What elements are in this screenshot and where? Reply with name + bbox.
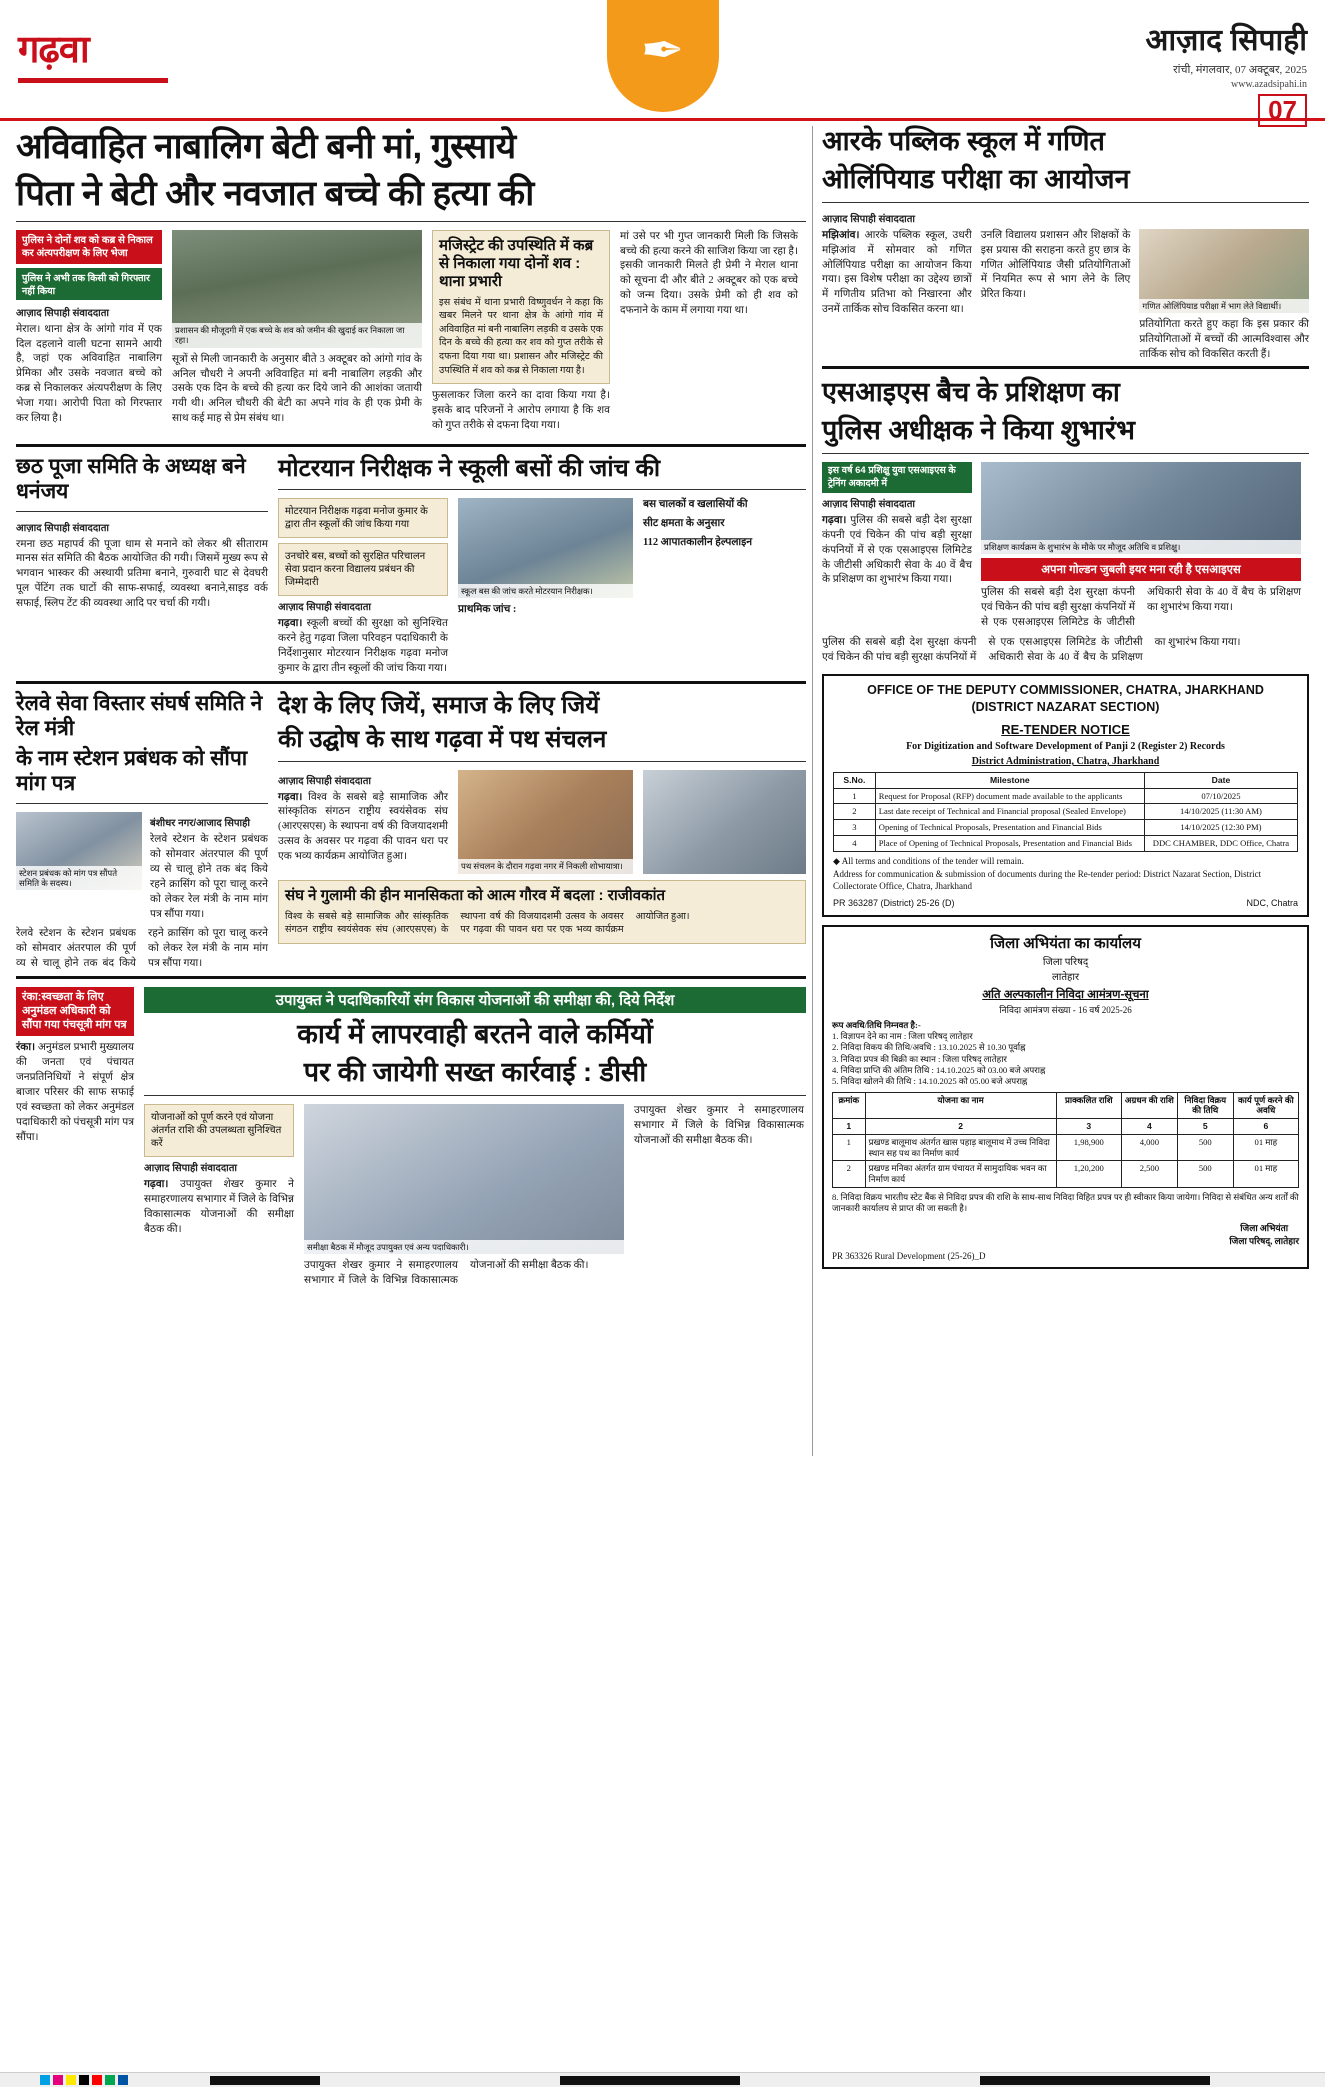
cell: Last date receipt of Technical and Financial proposal (Sealed Envelope)	[875, 804, 1144, 820]
table-row	[834, 804, 1298, 820]
rk-photo	[1139, 229, 1309, 313]
bus-headline: मोटरयान निरीक्षक ने स्कूली बसों की जांच की	[278, 454, 661, 482]
dc-headline-1: कार्य में लापरवाही बरतने वाले कर्मियों	[297, 1019, 653, 1050]
sis-headline-2: पुलिस अधीक्षक ने किया शुभारंभ	[822, 415, 1135, 446]
lead-headline-line1: अविवाहित नाबालिग बेटी बनी मां, गुस्साये	[16, 127, 516, 166]
lead-sidebar-title: मजिस्ट्रेट की उपस्थिति में कब्र से निकाला गया दोनों शव : थाना प्रभारी	[439, 236, 594, 290]
retender-table	[833, 772, 1298, 852]
engineer-col-2: प्राक्कलित राशि	[1056, 1092, 1121, 1118]
railway-byline: बंशीधर नगर/आजाद सिपाही	[150, 817, 251, 829]
cell: 14/10/2025 (12:30 PM)	[1144, 820, 1297, 836]
sis-photo	[981, 462, 1301, 554]
retender-note-2: Address for communication & submission of documents during the Re-tender period: District Nazarat Section, District Collectorate Office, Chatra, Jharkhand	[833, 869, 1262, 891]
retender-footer-right: NDC, Chatra	[1246, 897, 1298, 908]
sis-rule	[822, 453, 1309, 454]
lead-text-2: सूत्रों से मिली जानकारी के अनुसार बीते 3 अक्टूबर को आंगो गांव के अनिल चौधरी ने अपनी अविवाहित मां बनी नाबालिग लड़की और उसके एक दिन के बच्चे की हत्या कर दिये जाने की आशंका जतायी गयी थी। अनिल चौधरी की बेटी का अपने गांव के ही एक प्रेमी के साथ कई माह से प्रेम संबंध था।	[172, 353, 422, 425]
left-column	[16, 126, 806, 1289]
retender-col-2: Date	[1144, 772, 1297, 788]
engineer-sched-4: 5. निविदा खोलने की तिथि : 14.10.2025 को 05.00 बजे अपराह्न	[832, 1076, 1028, 1087]
cell: 1	[833, 1119, 866, 1135]
engineer-col-3: अग्रधन की राशि	[1121, 1092, 1177, 1118]
engineer-sched-0: 1. विज्ञापन देने का नाम : जिला परिषद् लातेहार	[832, 1031, 973, 1042]
column-divider	[812, 126, 813, 1456]
swatch-yellow	[66, 2075, 76, 2085]
engineer-table-numrow	[833, 1119, 1299, 1135]
bus-sub-3: सीट क्षमता के अनुसार	[643, 518, 725, 530]
sis-text-2: पुलिस की सबसे बड़ी देश सुरक्षा कंपनी एवं चिकेन की पांच बड़ी सुरक्षा कंपनियों में से एक एसआइएस लिमिटेड के जीटीसी अधिकारी सेवा के 40 वें बैच के प्रशिक्षण का शुभारंभ किया गया।	[981, 587, 1301, 628]
engineer-col-4: निविदा विक्रय की तिथि	[1177, 1092, 1233, 1118]
dc-text: गढ़वा। उपायुक्त शेखर कुमार ने समाहरणालय सभागार में जिले के विभिन्न विकासात्मक योजनाओं की समीक्षा बैठक की।	[144, 1178, 295, 1235]
cell: 1,20,200	[1056, 1161, 1121, 1187]
retender-subtitle-1: For Digitization and Software Development of Panji 2 (Register 2) Records	[906, 740, 1225, 752]
masthead-city-block	[18, 22, 168, 83]
ranka-headline: रंका:स्वच्छता के लिए अनुमंडल अधिकारी को सौंपा गया पंचसूत्री मांग पत्र	[16, 987, 134, 1036]
engineer-title: जिला अभियंता का कार्यालय	[990, 934, 1141, 952]
swatch-red	[92, 2075, 102, 2085]
path-headline-2: की उद्घोष के साथ गढ़वा में पथ संचलन	[278, 726, 607, 754]
path-photo-caption: पथ संचलन के दौरान गढ़वा नगर में निकली शोभायात्रा।	[458, 859, 633, 873]
swatch-green	[105, 2075, 115, 2085]
article-ranka	[16, 987, 134, 1289]
cell: 07/10/2025	[1144, 788, 1297, 804]
article-sis	[822, 377, 1309, 665]
color-registration-bar	[0, 2072, 1325, 2087]
engineer-sched-1: 2. निविदा विकय की तिथि/अवधि : 13.10.2025 से 10.30 पूर्वाह्न	[832, 1042, 1026, 1053]
swatch-black	[79, 2075, 89, 2085]
bus-sidebar-1: मोटरयान निरीक्षक गढ़वा मनोज कुमार के द्वारा तीन स्कूलों की जांच किया गया	[278, 498, 448, 538]
cell: 1	[833, 1134, 866, 1160]
page-number: 07	[1258, 94, 1307, 127]
bus-sidebar-2: उनचोरे बस, बच्चों को सुरक्षित परिचालन सेवा प्रदान करना विद्यालय प्रबंधन की जिम्मेदारी	[278, 543, 448, 596]
table-row	[833, 1134, 1299, 1160]
row-chhath-bus	[16, 455, 806, 677]
railway-rule	[16, 803, 268, 804]
cell: प्रखण्ड मनिका अंतर्गत ग्राम पंचायत में सामुदायिक भवन का निर्माण कार्य	[865, 1161, 1056, 1187]
cell: 3	[834, 820, 876, 836]
cell: 4	[1121, 1119, 1177, 1135]
lead-text-5: मां उसे पर भी गुप्त जानकारी मिली कि जिसके बच्चे की हत्या करने की साजिश किया जा रहा है। इसकी जानकारी मिलते ही प्रेमी ने मेराल थाना को सूचना दी और बीते 2 अक्टूबर को एक बच्चे को जन्म दिया। उसके प्रेमी को ही शव को दफनाने के काम में लगाया गया था।	[620, 230, 798, 317]
dc-rule	[144, 1095, 806, 1096]
railway-photo-caption: स्टेशन प्रबंधक को मांग पत्र सौंपते समिति के सदस्य।	[16, 866, 142, 890]
bus-photo-caption: स्कूल बस की जांच करते मोटरयान निरीक्षक।	[458, 584, 633, 598]
lead-photo-caption: प्रशासन की मौजूदगी में एक बच्चे के शव को जमीन की खुदाई कर निकाला जा रहा।	[172, 323, 422, 347]
retender-table-header	[834, 772, 1298, 788]
retender-note-1: ◆ All terms and conditions of the tender will remain.	[833, 855, 1024, 866]
lead-photo	[172, 230, 422, 348]
dc-sidebar: योजनाओं को पूर्ण करने एवं योजना अंतर्गत राशि की उपलब्धता सुनिश्चित करें	[144, 1104, 294, 1157]
bus-text: गढ़वा। स्कूली बच्चों की सुरक्षा को सुनिश्चित करने हेतु गढ़वा जिला परिवहन पदाधिकारी के निर्देशानुसार मोटरयान निरीक्षक गढ़वा मनोज कुमार के द्वारा तीन स्कूलों की जांच किया गया।	[278, 618, 449, 674]
rk-headline-2: ओलिंपियाड परीक्षा का आयोजन	[822, 163, 1130, 194]
masthead-title-block	[1145, 18, 1307, 127]
sep-r1	[822, 366, 1309, 369]
engineer-notice-2: निविदा आमंत्रण संख्या - 16 वर्ष 2025-26	[999, 1004, 1132, 1015]
sis-text-1: गढ़वा। पुलिस की सबसे बड़ी देश सुरक्षा कंपनी एवं चिकेन की पांच बड़ी सुरक्षा कंपनियों में से एक एसआइएस लिमिटेड के जीटीसी अधिकारी सेवा के 40 वें बैच के प्रशिक्षण का शुभारंभ किया गया।	[822, 514, 972, 586]
dc-headline-2: पर की जायेगी सख्त कार्रवाई : डीसी	[303, 1056, 647, 1087]
cell: 2,500	[1121, 1161, 1177, 1187]
city-rule	[18, 78, 168, 83]
engineer-sub-2: लातेहार	[1051, 971, 1080, 983]
cell: DDC CHAMBER, DDC Office, Chatra	[1144, 835, 1297, 851]
sis-text-3: पुलिस की सबसे बड़ी देश सुरक्षा कंपनी एवं चिकेन की पांच बड़ी सुरक्षा कंपनियों में से एक एसआइएस लिमिटेड के जीटीसी अधिकारी सेवा के 40 वें बैच के प्रशिक्षण का शुभारंभ किया गया।	[822, 636, 1241, 663]
retender-office-line1: OFFICE OF THE DEPUTY COMMISSIONER, CHATRA, JHARKHAND	[867, 682, 1264, 697]
bus-sub-2: बस चालकों व खलासियों की	[643, 499, 748, 511]
cell: Request for Proposal (RFP) document made available to the applicants	[875, 788, 1144, 804]
railway-text-intro: रेलवे स्टेशन के स्टेशन प्रबंधक को सोमवार अंतरपाल की पूर्ण व्य से चालू होने तक बंद किये रहने क्रासिंग को पूरा चालू करने को लेकर रेल मंत्री के नाम मांग पत्र सौंपा गया।	[150, 833, 268, 920]
cell: 6	[1233, 1119, 1298, 1135]
ranka-text: रंका। अनुमंडल प्रभारी मुख्यालय की जनता एवं पंचायत जनप्रतिनिधियों ने संपूर्ण क्षेत्र बाजार परिसर की साफ सफाई एवं स्वच्छता को लेकर अनुमंडल पदाधिकारी को पंचसूत्री मांग पत्र सौंपा।	[16, 1042, 134, 1143]
table-row	[833, 1161, 1299, 1187]
path-headline-1: देश के लिए जियें, समाज के लिए जियें	[278, 691, 600, 719]
cell: 5	[1177, 1119, 1233, 1135]
swatch-magenta	[53, 2075, 63, 2085]
engineer-table-header	[833, 1092, 1299, 1118]
path-rule	[278, 761, 806, 762]
railway-headline-2: के नाम स्टेशन प्रबंधक को सौंपा मांग पत्र	[16, 747, 248, 796]
sis-byline: आज़ाद सिपाही संवाददाता	[822, 498, 916, 510]
cell: 2	[833, 1161, 866, 1187]
dc-text-2: उपायुक्त शेखर कुमार ने समाहरणालय सभागार में जिले के विभिन्न विकासात्मक योजनाओं की समीक्षा बैठक की।	[304, 1259, 589, 1286]
engineer-col-1: योजना का नाम	[865, 1092, 1056, 1118]
dc-byline: आज़ाद सिपाही संवाददाता	[144, 1162, 238, 1174]
engineer-col-5: कार्य पूर्ण करने की अवधि	[1233, 1092, 1298, 1118]
masthead	[0, 0, 1325, 125]
cell: 500	[1177, 1134, 1233, 1160]
lead-rule	[16, 221, 806, 222]
masthead-logo	[607, 0, 719, 112]
rk-byline: आज़ाद सिपाही संवाददाता	[822, 213, 916, 225]
bus-byline: आज़ाद सिपाही संवाददाता	[278, 602, 372, 614]
sis-headline-1: एसआइएस बैच के प्रशिक्षण का	[822, 377, 1120, 408]
chhath-text: रमना छठ महापर्व की पूजा धाम से मनाने को लेकर श्री सीताराम मानस संत समिति की बैठक आयोजित की गयी। जिसमें मुख्य रूप से भगवान भास्कर की अस्थायी प्रतिमा बनाने, गुरुवारी घाट से देवघरी पूल पेंटिंग तक घाटों की साफ-सफाई, व्यवस्था बनाने,साइड वर्क सफाई, स्लिप टेंट की व्यवस्था आदि पर चर्चा की गयी।	[16, 538, 268, 610]
rk-text-2: उनलि विद्यालय प्रशासन और शिक्षकों के इस प्रयास की सराहना करते हुए छात्र के गणित ओलिंपियाड जैसी प्रतियोगिताओं में नियमित रूप से भाग लेने के लिए प्रेरित किया।	[980, 229, 1131, 301]
sis-redband: अपना गोल्डन जुबली इयर मना रही है एसआइएस	[981, 558, 1301, 581]
path-photo	[458, 770, 633, 874]
retender-footer-left: PR 363287 (District) 25-26 (D)	[833, 897, 955, 908]
engineer-col-0: क्रमांक	[833, 1092, 866, 1118]
cell: Place of Opening of Technical Proposals, Presentation and Financial Bids	[875, 835, 1144, 851]
rk-headline-1: आरके पब्लिक स्कूल में गणित	[822, 126, 1105, 156]
cell: 2	[834, 804, 876, 820]
bus-sub-1: प्राथमिक जांच :	[458, 604, 517, 616]
article-path-sanchalan	[278, 692, 806, 972]
bus-rule	[278, 489, 806, 490]
lead-byline: आज़ाद सिपाही संवाददाता	[16, 307, 110, 319]
cell: 500	[1177, 1161, 1233, 1187]
article-lead	[16, 126, 806, 434]
dc-photo	[304, 1104, 624, 1254]
retender-title: RE-TENDER NOTICE	[1001, 721, 1130, 737]
cell: 01 माह	[1233, 1134, 1298, 1160]
article-bus-check	[278, 455, 806, 677]
path-banner-text: विश्व के सबसे बड़े सामाजिक और सांस्कृतिक संगठन राष्ट्रीय स्वयंसेवक संघ (आरएसएस) के स्थापना वर्ष की विजयादशमी उत्सव के अवसर पर गढ़वा की पावन धरा पर एक भव्य कार्यक्रम आयोजित हुआ।	[285, 910, 690, 936]
cell: 4	[834, 835, 876, 851]
railway-headline-1: रेलवे सेवा विस्तार संघर्ष समिति ने रेल मंत्री	[16, 691, 263, 740]
bus-photo	[458, 498, 633, 598]
sep-2	[16, 681, 806, 684]
rk-text-1: मझिआंव। आरके पब्लिक स्कूल, उधरी मझिआंव में सोमवार को गणित ओलिंपियाड परीक्षा का आयोजन किया गया। इस विशेष परीक्षा का उद्देश्य छात्रों में गणितीय प्रतिभा को निखारना और उनमें तार्किक सोच विकसित करना था।	[822, 229, 972, 316]
cell: 1	[834, 788, 876, 804]
railway-text-body: रेलवे स्टेशन के स्टेशन प्रबंधक को सोमवार अंतरपाल की पूर्ण व्य से चालू होने तक बंद किये रहने क्रासिंग को पूरा चालू करने को लेकर रेल मंत्री के नाम मांग पत्र सौंपा गया।	[16, 928, 268, 970]
logo-circle	[607, 0, 719, 112]
retender-col-0: S.No.	[834, 772, 876, 788]
bus-sub-4: 112 आपातकालीन हेल्पलाइन	[643, 537, 753, 549]
table-row	[834, 820, 1298, 836]
swatch-blue	[118, 2075, 128, 2085]
rk-text-3: प्रतियोगिता करते हुए कहा कि इस प्रकार की प्रतियोगिताओं में बच्चों की आत्मविश्वास और तार्किक सोच को विकसित करती हैं।	[1139, 318, 1310, 360]
sep-1	[16, 444, 806, 447]
engineer-table	[832, 1092, 1299, 1188]
lead-kicker-2: पुलिस ने अभी तक किसी को गिरफ्तार नहीं किया	[16, 268, 162, 300]
dc-kicker: उपायुक्त ने पदाधिकारियों संग विकास योजनाओं की समीक्षा की, दिये निर्देश	[144, 987, 806, 1013]
lead-text-3: फुसलाकर जिला करने का दावा किया गया है। इसके बाद परिजनों ने आरोप लगाया है कि शव को गुप्त तरीके से दफना दिया गया।	[432, 390, 610, 432]
pen-nib-icon: ✒	[640, 23, 685, 80]
cell: प्रखण्ड बालूमाथ अंतर्गत खास पहाड़ बालूमाथ में उच्च निविदा स्थान सह पथ का निर्माण कार्य	[865, 1134, 1056, 1160]
lead-text-1: मेराल। थाना क्षेत्र के आंगो गांव में एक दिल दहलाने वाली घटना सामने आयी है, जहां एक अविवाहित नाबालिग प्रेमिका और उसके नवजात बच्चे को कब्र से निकालकर अंत्यपरीक्षण के लिए भेजा गया। आरोपी पिता को गिरफ्तार कर लिया है।	[16, 323, 162, 425]
engineer-sign-2: जिला परिषद्, लातेहार	[1229, 1235, 1299, 1246]
retender-col-1: Milestone	[875, 772, 1144, 788]
edition-meta: रांची, मंगलवार, 07 अक्टूबर, 2025	[1173, 64, 1307, 76]
row-railway-path	[16, 692, 806, 972]
table-row	[834, 788, 1298, 804]
chhath-byline: आज़ाद सिपाही संवाददाता	[16, 522, 110, 534]
sis-photo-caption: प्रशिक्षण कार्यक्रम के शुभारंभ के मौके पर मौजूद अतिथि व प्रशिक्षु।	[981, 540, 1301, 554]
ad-retender	[822, 674, 1309, 917]
city-name: गढ़वा	[18, 29, 89, 71]
row-ranka-dc	[16, 987, 806, 1289]
path-photo-2	[643, 770, 806, 874]
engineer-footer: PR 363326 Rural Development (25-26)_D	[832, 1250, 986, 1261]
dc-text-3: उपायुक्त शेखर कुमार ने समाहरणालय सभागार में जिले के विभिन्न विकासात्मक योजनाओं की समीक्षा बैठक की।	[634, 1104, 804, 1146]
retender-subtitle-2: District Administration, Chatra, Jharkhand	[971, 755, 1160, 767]
engineer-sched-2: 3. निविदा प्रपत्र की बिक्री का स्थान : जिला परिषद् लातेहार	[832, 1053, 1007, 1064]
cell: 14/10/2025 (11:30 AM)	[1144, 804, 1297, 820]
cell: Opening of Technical Proposals, Presentation and Financial Bids	[875, 820, 1144, 836]
website-url: www.azadsipahi.in	[1231, 79, 1307, 90]
engineer-sub-1: जिला परिषद्	[1042, 956, 1089, 968]
ad-district-engineer: जिला अभियंता का कार्यालय जिला परिषद् लातेहार अति अल्पकालीन निविदा आमंत्रण-सूचना निविदा आमंत्रण संख्या - 16 वर्ष 2025-26 रूप अवधि/तिथि निम्नवत है:- 1. विज्ञापन देने का नाम : जिला परिषद् लातेहार 2. निविदा विकय की तिथि/अवधि : 13.10.2025 से 10.30 पूर्वाह्न 3. निविदा प्रपत्र की बिक्री का स्थान : जिला परिषद् लातेहार 4. निविदा प्राप्ति की अंतिम तिथि : 14.10.2025 को 03.00 बजे अपराह्न 5. निविदा खोलने की तिथि : 14.10.2025 को 05.00 बजे अपराह्न क्रमांक योजना का नाम प्राक्कलित राशि अग्रधन की राशि निविदा विक्रय की तिथि कार्य पूर्ण करने की अवधि 1 2 3 4 5 6 1 प्रखण्ड बालूमाथ अंतर्गत खास पहाड़ बालूमाथ में उच्च निविदा स्थान सह पथ का निर्माण कार्य 1,98,900 4,000 500 01 माह 2 प्रखण्ड मनिका अंतर्गत ग्राम पंचायत में सामुदायिक भवन का निर्माण कार्य 1,20,200 2,500 500 01 माह 8. निविदा विक्रय भारतीय स्टेट बैंक से निविदा प्रपत्र की राशि के साथ-साथ निविदा विहित प्रपत्र पर ही स्वीकार किया जायेगा। निविदा से संबंधित अन्य शर्तों की जानकारी कार्यालय से प्राप्त की जा सकती है। जिला अभियंता जिला परिषद्, लातेहार PR 363326 Rural Development (25-26)_D	[822, 925, 1309, 1269]
register-mark-2	[560, 2076, 740, 2085]
path-text: गढ़वा। विश्व के सबसे बड़े सामाजिक और सांस्कृतिक संगठन राष्ट्रीय स्वयंसेवक संघ (आरएसएस) के स्थापना वर्ष की विजयादशमी उत्सव के अवसर पर गढ़वा की पावन धरा पर एक भव्य कार्यक्रम आयोजित हुआ।	[278, 791, 449, 863]
path-banner: संघ ने गुलामी की हीन मानसिकता को आत्म गौरव में बदला : राजीवकांत	[285, 886, 666, 904]
article-dc-review	[144, 987, 806, 1289]
article-rk-school	[822, 126, 1309, 362]
engineer-sched-3: 4. निविदा प्राप्ति की अंतिम तिथि : 14.10.2025 को 03.00 बजे अपराह्न	[832, 1065, 1046, 1076]
register-mark-3	[980, 2076, 1210, 2085]
engineer-sign-1: जिला अभियंता	[1240, 1222, 1289, 1233]
railway-photo	[16, 812, 142, 890]
right-column	[822, 126, 1309, 1269]
lead-headline-line2: पिता ने बेटी और नवजात बच्चे की हत्या की	[16, 174, 534, 214]
engineer-notice: अति अल्पकालीन निविदा आमंत्रण-सूचना	[982, 988, 1149, 1001]
cell: 3	[1056, 1119, 1121, 1135]
color-swatches	[40, 2075, 128, 2085]
article-railway	[16, 692, 268, 972]
rk-rule	[822, 202, 1309, 203]
swatch-cyan	[40, 2075, 50, 2085]
cell: 1,98,900	[1056, 1134, 1121, 1160]
cell: 01 माह	[1233, 1161, 1298, 1187]
retender-office-line2: (DISTRICT NAZARAT SECTION)	[971, 700, 1160, 715]
chhath-headline: छठ पूजा समिति के अध्यक्ष बने धनंजय	[16, 454, 246, 503]
article-chhath	[16, 455, 268, 677]
sis-kicker: इस वर्ष 64 प्रशिक्षु युवा एसआइएस के ट्रेनिंग अकादमी में	[822, 462, 972, 493]
path-byline: आज़ाद सिपाही संवाददाता	[278, 775, 372, 787]
dc-photo-caption: समीक्षा बैठक में मौजूद उपायुक्त एवं अन्य पदाधिकारी।	[304, 1240, 624, 1254]
sep-3	[16, 976, 806, 979]
table-row	[834, 835, 1298, 851]
engineer-sched-head: रूप अवधि/तिथि निम्नवत है:-	[832, 1019, 921, 1030]
rk-photo-caption: गणित ओलिंपियाड परीक्षा में भाग लेते विद्यार्थी।	[1139, 299, 1309, 313]
lead-text-4: इस संबंध में थाना प्रभारी विष्णुवर्धन ने कहा कि खबर मिलने पर थाना क्षेत्र के आंगो गांव में अविवाहित मां बनी नाबालिग लड़की व उसके एक दिन के बच्चे की हत्या कर शव को गुप्त तरीके से दफना दिया गया था। प्रशासन और मजिस्ट्रेट की उपस्थिति में शव को कब्र से निकाला गया है।	[439, 296, 603, 376]
cell: 2	[865, 1119, 1056, 1135]
register-mark-1	[210, 2076, 320, 2085]
paper-name: आज़ाद सिपाही	[1145, 24, 1307, 57]
lead-kicker: पुलिस ने दोनों शव को कब्र से निकाल कर अंत्यपरीक्षण के लिए भेजा	[16, 230, 162, 264]
chhath-rule	[16, 511, 268, 512]
cell: 4,000	[1121, 1134, 1177, 1160]
